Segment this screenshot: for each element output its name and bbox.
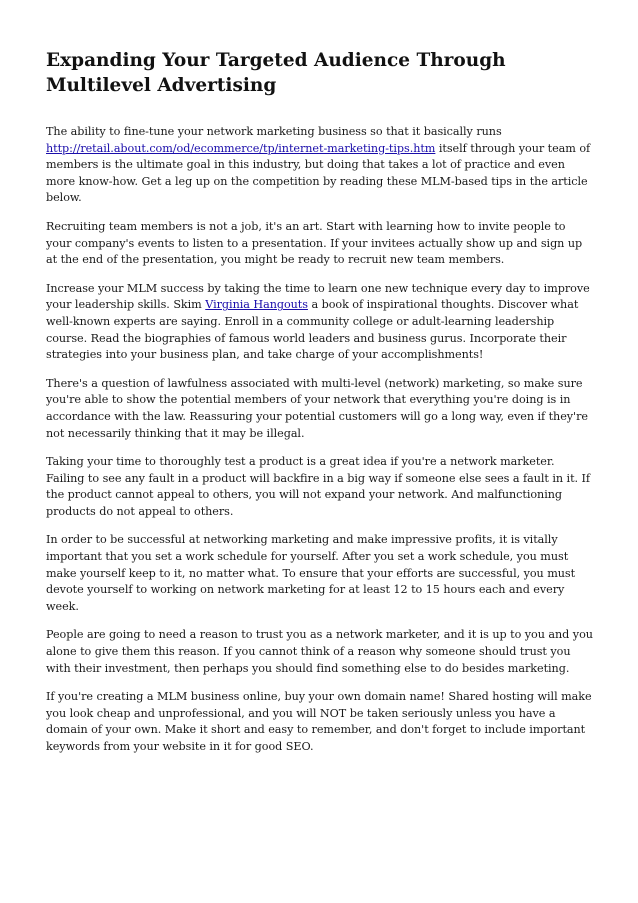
- paragraph-3-text-after: a book of inspirational thoughts. Discover what well-known experts are saying. Enroll in a community college or adult-learning leadership course. Read the biographies of famous world leaders and business gurus. Incorporate their strategies into your business plan, and take charge of your accomplishments!: [46, 298, 579, 362]
- virginia-hangouts-link[interactable]: Virginia Hangouts: [205, 298, 308, 312]
- paragraph-1-text-after: itself through your team of members is the ultimate goal in this industry, but doing that takes a lot of practice and even more know-how. Get a leg up on the competition by reading these MLM-based tips in the article below.: [46, 141, 591, 205]
- paragraph-2: Recruiting team members is not a job, it's an art. Start with learning how to invite people to your company's events to listen to a presentation. If your invitees actually show up and sign up at the end of the presentation, you might be ready to recruit new team members.: [46, 219, 583, 267]
- paragraph-1: [46, 124, 594, 207]
- paragraph-4: There's a question of lawfulness associated with multi-level (network) marketing, so make sure you're able to show the potential members of your network that everything you're doing is in accordance with the law. Reassuring your potential customers will go a long way, even if they're not necessarily thinking that it may be illegal.: [46, 376, 588, 440]
- paragraph-7: People are going to need a reason to trust you as a network marketer, and it is up to you and you alone to give them this reason. If you cannot think of a reason why someone should trust you with their investment, then perhaps you should find something else to do besides marketing.: [46, 628, 593, 675]
- paragraph-8: If you're creating a MLM business online, buy your own domain name! Shared hosting will make you look cheap and unprofessional, and you will NOT be taken seriously unless you have a domain of your own. Make it short and easy to remember, and don't forget to include important keywords from your website in it for good SEO.: [46, 690, 592, 753]
- paragraph-6: In order to be successful at networking marketing and make impressive profits, it is vitally important that you set a work schedule for yourself. After you set a work schedule, you must make yourself keep to it, no matter what. To ensure that your efforts are successful, you must devote yourself to working on network marketing for at least 12 to 15 hours each and every week.: [46, 533, 576, 613]
- document-page: [46, 48, 594, 768]
- paragraph-5: Taking your time to thoroughly test a product is a great idea if you're a network marketer. Failing to see any fault in a product will backfire in a big way if someone else sees a fault in it. If the product cannot appeal to others, you will not expand your network. And malfunctioning products do not appeal to others.: [46, 455, 590, 518]
- paragraph-3-text-before: Increase your MLM success by taking the time to learn one new technique every day to improve your leadership skills. Skim: [46, 281, 590, 312]
- paragraph-1-text-before: The ability to fine-tune your network marketing business so that it basically runs: [46, 125, 502, 138]
- retail-about-link[interactable]: http://retail.about.com/od/ecommerce/tp/internet-marketing-tips.htm: [46, 141, 436, 155]
- article-title: Expanding Your Targeted Audience Through Multilevel Advertising: [46, 50, 506, 96]
- paragraph-3: [46, 281, 594, 364]
